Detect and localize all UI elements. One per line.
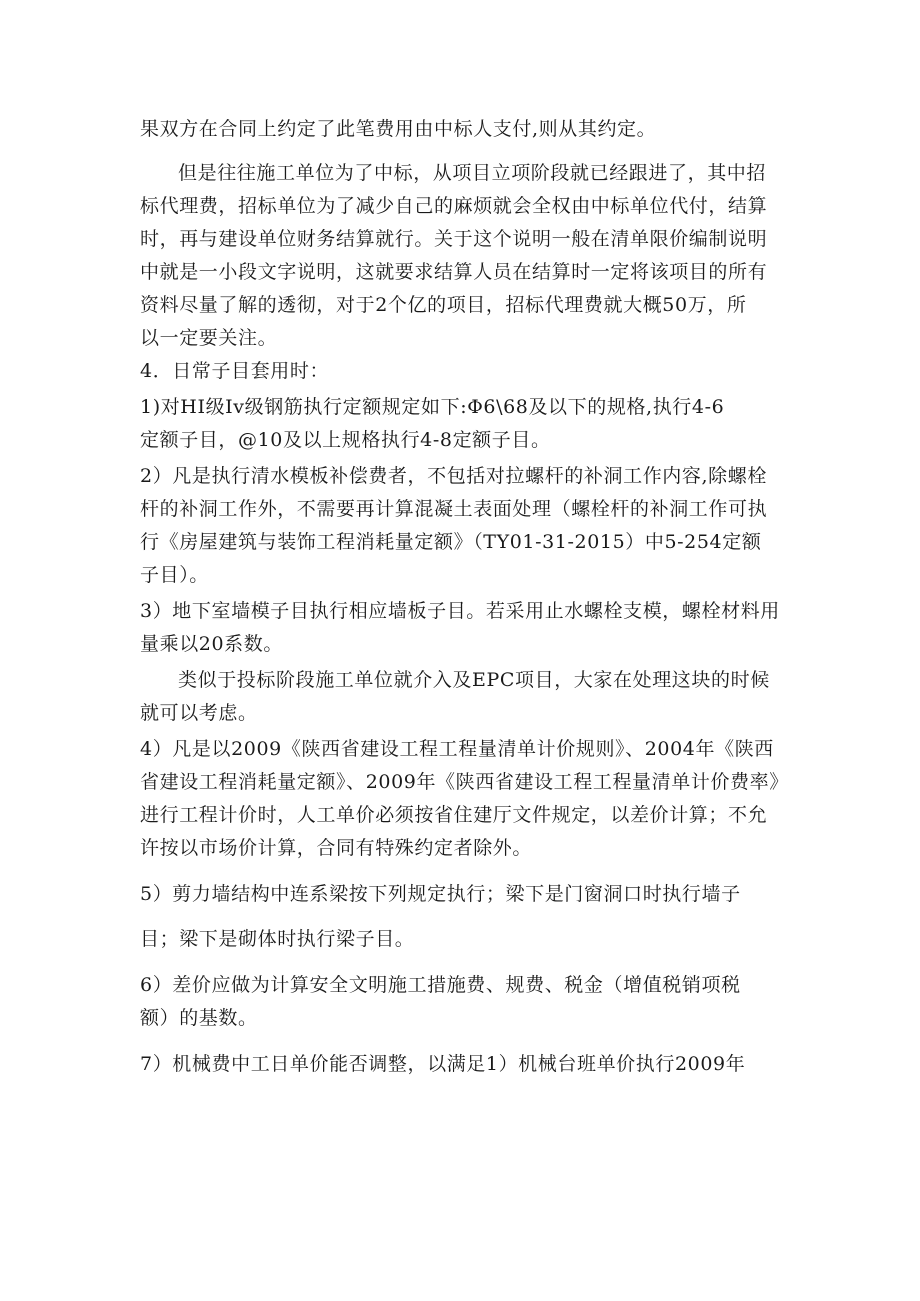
item-4-line: 许按以市场价计算，合同有特殊约定者除外。 — [140, 837, 533, 859]
text-line: 中就是一小段文字说明，这就要求结算人员在结算时一定将该项目的所有 — [140, 261, 768, 283]
item-6-line: 6）差价应做为计算安全文明施工措施费、规费、税金（增值税销项税 — [140, 974, 741, 996]
paragraph-first-line: 类似于投标阶段施工单位就介入及EPC项目，大家在处理这块的时候 — [178, 669, 770, 691]
item-4-line: 进行工程计价时，人工单价必须按省住建厅文件规定，以差价计算；不允 — [140, 804, 768, 826]
item-2-line: 杆的补洞工作外，不需要再计算混凝土表面处理（螺栓杆的补洞工作可执 — [140, 498, 768, 520]
text-line: 标代理费，招标单位为了减少自己的麻烦就会全权由中标单位代付，结算 — [140, 195, 768, 217]
text-line: 果双方在合同上约定了此笔费用由中标人支付,则从其约定。 — [140, 118, 657, 140]
item-6-line: 额）的基数。 — [140, 1007, 258, 1029]
text-line: 时，再与建设单位财务结算就行。关于这个说明一般在清单限价编制说明 — [140, 228, 768, 250]
item-7-line: 7）机械费中工日单价能否调整，以满足1）机械台班单价执行2009年 — [140, 1053, 746, 1075]
text-line: 以一定要关注。 — [140, 327, 278, 349]
text-line: 资料尽量了解的透彻，对于2个亿的项目，招标代理费就大概50万，所 — [140, 294, 747, 316]
item-5-line: 5）剪力墙结构中连系梁按下列规定执行；梁下是门窗洞口时执行墙子 — [140, 883, 741, 905]
item-2-line: 2）凡是执行清水模板补偿费者，不包括对拉螺杆的补洞工作内容,除螺栓 — [140, 465, 767, 487]
item-4-line: 4）凡是以2009《陕西省建设工程工程量清单计价规则》、2004年《陕西 — [140, 738, 774, 760]
text-line: 就可以考虑。 — [140, 702, 258, 724]
item-2-line: 行《房屋建筑与装饰工程消耗量定额》（TY01-31-2015）中5-254定额 — [140, 531, 762, 553]
item-1-line: 1)对HI级Iv级钢筋执行定额规定如下:Φ6\68及以下的规格,执行4-6 — [140, 396, 725, 418]
item-2-line: 子目）。 — [140, 564, 209, 586]
item-4-line: 省建设工程消耗量定额》、2009年《陕西省建设工程工程量清单计价费率》 — [140, 771, 789, 793]
item-3-line: 3）地下室墙模子目执行相应墙板子目。若采用止水螺栓支模，螺栓材料用 — [140, 600, 780, 622]
item-1-line: 定额子目，@10及以上规格执行4-8定额子目。 — [140, 429, 551, 451]
item-3-line: 量乘以20系数。 — [140, 633, 283, 655]
item-5-line: 目；梁下是砌体时执行梁子目。 — [140, 928, 415, 950]
section-heading: 4．日常子目套用时： — [140, 360, 330, 382]
paragraph-first-line: 但是往往施工单位为了中标，从项目立项阶段就已经跟进了，其中招 — [178, 162, 767, 184]
